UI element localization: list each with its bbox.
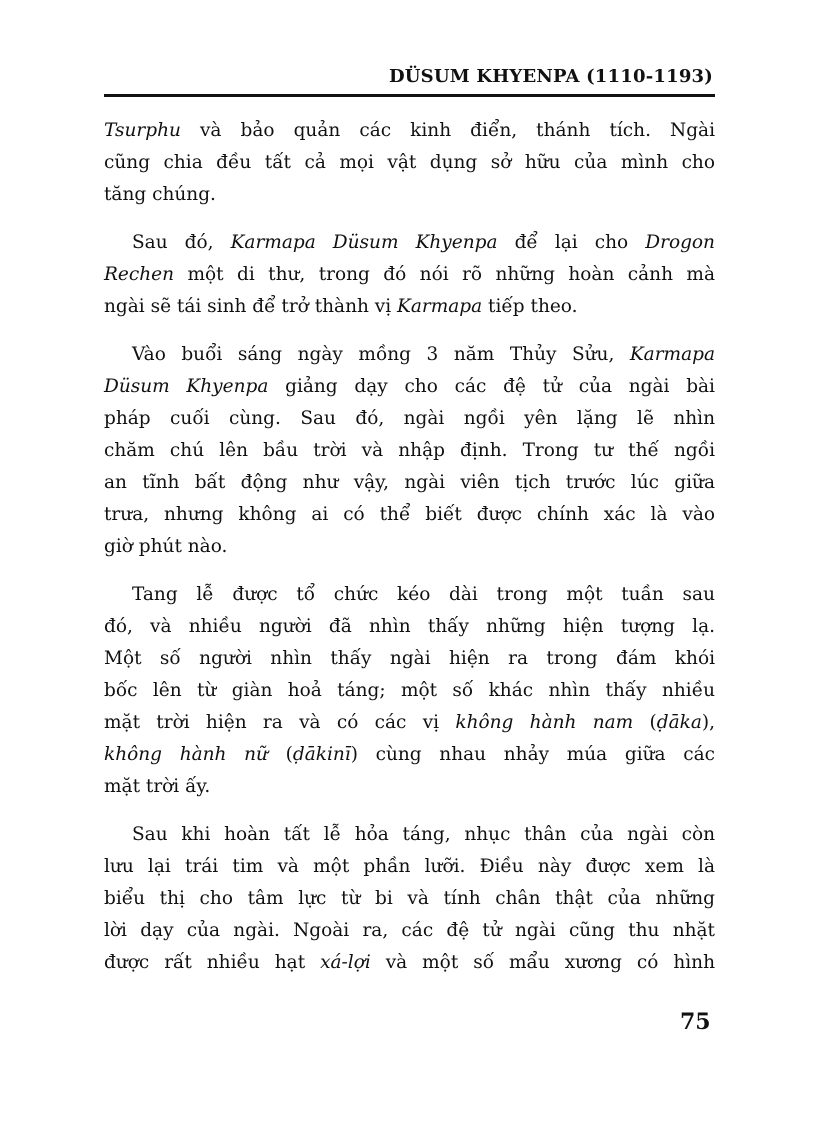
text-line xyxy=(104,819,715,851)
text-run: trưa, nhưng không ai có thể biết được chính xác là vào xyxy=(104,504,715,525)
text-line xyxy=(104,851,715,883)
body-text xyxy=(104,115,715,995)
text-run: tiếp theo. xyxy=(482,296,578,317)
italic-term: Karmapa xyxy=(629,344,715,365)
text-run: Một số người nhìn thấy ngài hiện ra trong đám khói xyxy=(104,648,715,669)
text-run: một di thư, trong đó nói rõ những hoàn cảnh mà xyxy=(174,264,715,285)
italic-term: Rechen xyxy=(104,264,175,285)
text-line xyxy=(104,947,715,979)
italic-term: không hành nữ xyxy=(104,744,268,765)
text-line xyxy=(104,115,715,147)
text-line xyxy=(104,147,715,179)
text-line xyxy=(104,259,715,291)
running-header xyxy=(104,62,715,97)
italic-term: Düsum Khyenpa xyxy=(104,376,269,397)
text-line xyxy=(104,675,715,707)
text-line xyxy=(104,403,715,435)
paragraph-3 xyxy=(104,339,715,563)
header-title: DÜSUM KHYENPA (1110-1193) xyxy=(388,66,713,87)
text-run: Tang lễ được tổ chức kéo dài trong một tuần sau xyxy=(132,584,715,605)
text-line xyxy=(104,227,715,259)
text-run: lưu lại trái tim và một phần lưỡi. Điều này được xem là xyxy=(104,856,715,877)
text-line xyxy=(104,291,715,323)
text-line xyxy=(104,371,715,403)
italic-term: ḍākinī xyxy=(292,744,351,765)
text-run: và bảo quản các kinh điển, thánh tích. Ngài xyxy=(180,120,715,141)
text-run: ( xyxy=(267,744,293,765)
paragraph-4 xyxy=(104,579,715,803)
text-run: biểu thị cho tâm lực từ bi và tính chân thật của những xyxy=(104,888,715,909)
text-run: mặt trời hiện ra và có các vị xyxy=(104,712,456,733)
text-run: giờ phút nào. xyxy=(104,536,228,557)
italic-term: ḍāka xyxy=(656,712,702,733)
text-run: ngài sẽ tái sinh để trở thành vị xyxy=(104,296,398,317)
text-line xyxy=(104,707,715,739)
text-run: ( xyxy=(633,712,657,733)
text-run: mặt trời ấy. xyxy=(104,776,211,797)
italic-term: Tsurphu xyxy=(104,120,181,141)
paragraph-5 xyxy=(104,819,715,979)
text-line xyxy=(104,467,715,499)
text-run: giảng dạy cho các đệ tử của ngài bài xyxy=(268,376,715,397)
text-run: ) cùng nhau nhảy múa giữa các xyxy=(350,744,715,765)
text-run: Vào buổi sáng ngày mồng 3 năm Thủy Sửu, xyxy=(132,344,630,365)
text-run: đó, và nhiều người đã nhìn thấy những hiện tượng lạ. xyxy=(104,616,715,637)
paragraph-1 xyxy=(104,115,715,211)
page-number: 75 xyxy=(680,1009,711,1035)
text-run: pháp cuối cùng. Sau đó, ngài ngồi yên lặng lẽ nhìn xyxy=(104,408,715,429)
text-run: ), xyxy=(701,712,715,733)
text-line xyxy=(104,611,715,643)
text-run: lời dạy của ngài. Ngoài ra, các đệ tử ngài cũng thu nhặt xyxy=(104,920,715,941)
text-run: Sau đó, xyxy=(132,232,231,253)
paragraph-2 xyxy=(104,227,715,323)
text-run: chăm chú lên bầu trời và nhập định. Trong tư thế ngồi xyxy=(104,440,715,461)
italic-term: Karmapa Düsum Khyenpa xyxy=(230,232,498,253)
italic-term: xá-lợi xyxy=(320,952,371,973)
text-line xyxy=(104,883,715,915)
text-run: bốc lên từ giàn hoả táng; một số khác nhìn thấy nhiều xyxy=(104,680,715,701)
text-line xyxy=(104,435,715,467)
text-run: an tĩnh bất động như vậy, ngài viên tịch trước lúc giữa xyxy=(104,472,715,493)
text-run: tăng chúng. xyxy=(104,184,216,205)
italic-term: không hành nam xyxy=(455,712,634,733)
text-run: Sau khi hoàn tất lễ hỏa táng, nhục thân của ngài còn xyxy=(132,824,715,845)
text-run: để lại cho xyxy=(497,232,646,253)
text-line xyxy=(104,339,715,371)
text-line xyxy=(104,915,715,947)
text-line xyxy=(104,579,715,611)
text-line xyxy=(104,179,715,211)
italic-term: Karmapa xyxy=(397,296,483,317)
text-run: cũng chia đều tất cả mọi vật dụng sở hữu của mình cho xyxy=(104,152,715,173)
text-run: và một số mẩu xương có hình xyxy=(370,952,715,973)
text-run: được rất nhiều hạt xyxy=(104,952,321,973)
text-line xyxy=(104,771,715,803)
text-line xyxy=(104,499,715,531)
text-line xyxy=(104,739,715,771)
text-line xyxy=(104,643,715,675)
text-line xyxy=(104,531,715,563)
italic-term: Drogon xyxy=(645,232,715,253)
